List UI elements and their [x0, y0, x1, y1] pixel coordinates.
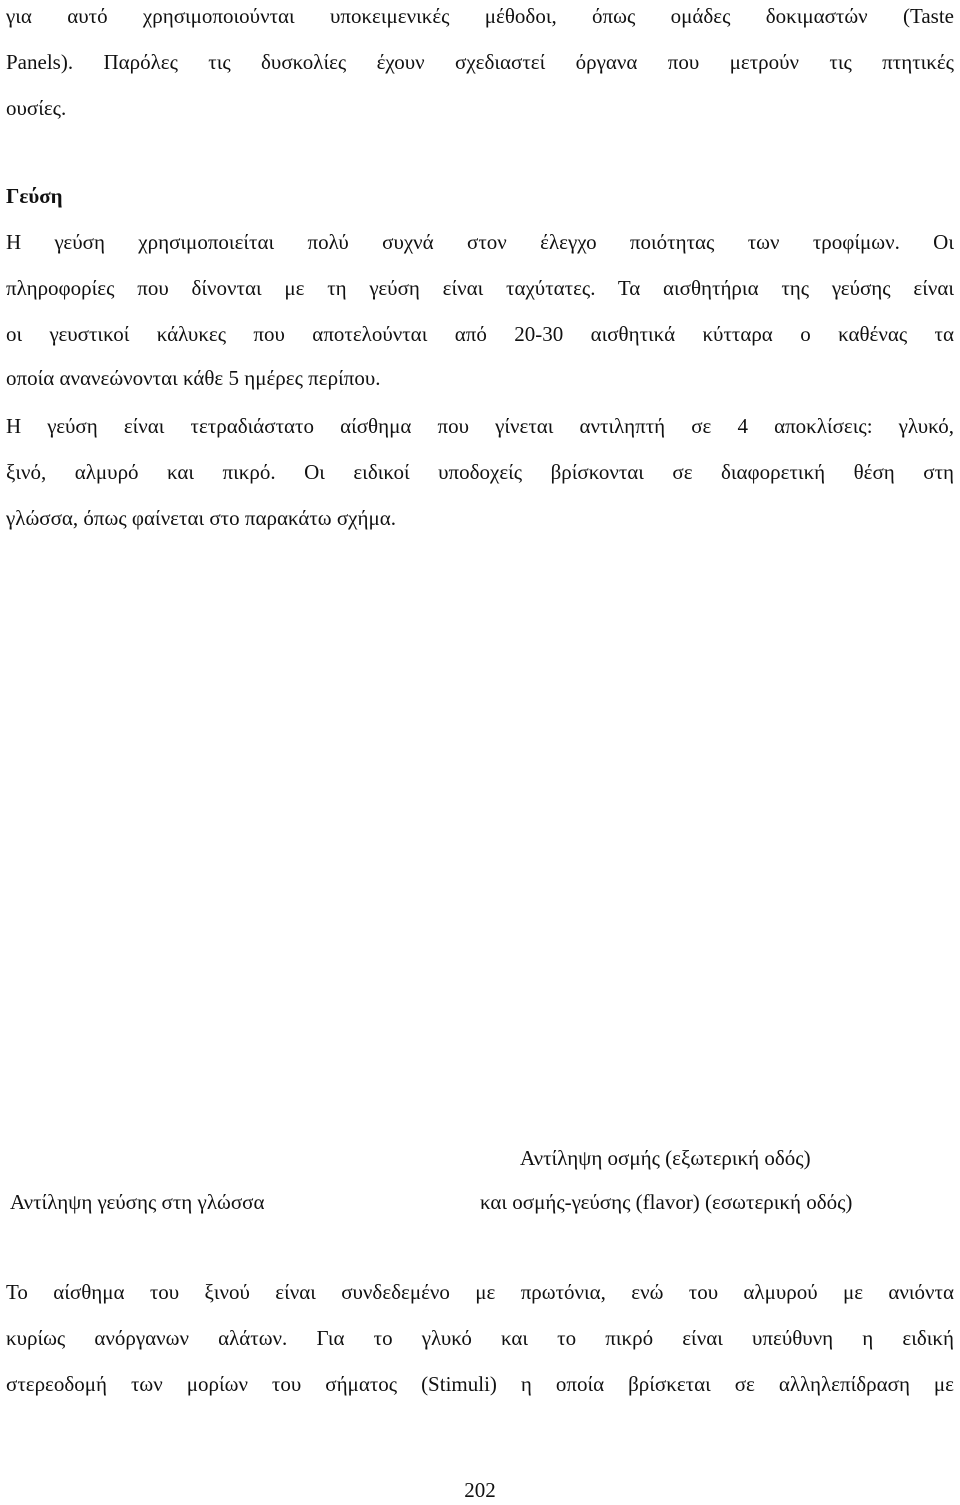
figure-caption-right-line-2: και οσμής-γεύσης (flavor) (εσωτερική οδός)	[480, 1190, 853, 1214]
document-page	[6, 0, 954, 1505]
paragraph3-line-1: Το αίσθημα του ξινού είναι συνδεδεμένο με πρωτόνια, ενώ του αλμυρού με ανιόντα	[6, 1280, 954, 1304]
paragraph2-line-2: ξινό, αλμυρό και πικρό. Οι ειδικοί υποδοχείς βρίσκονται σε διαφορετική θέση στη	[6, 460, 954, 484]
intro-line-2: Panels). Παρόλες τις δυσκολίες έχουν σχεδιαστεί όργανα που μετρούν τις πτητικές	[6, 50, 954, 74]
page-number: 202	[464, 1478, 496, 1502]
figure-caption-right-line-1: Αντίληψη οσμής (εξωτερική οδός)	[520, 1146, 811, 1170]
intro-line-1: για αυτό χρησιμοποιούνται υποκειμενικές μέθοδοι, όπως ομάδες δοκιμαστών (Taste	[6, 4, 954, 28]
paragraph1-line-4: οποία ανανεώνονται κάθε 5 ημέρες περίπου.	[6, 366, 381, 390]
paragraph1-line-2: πληροφορίες που δίνονται με τη γεύση είναι ταχύτατες. Τα αισθητήρια της γεύσης είναι	[6, 276, 954, 300]
intro-line-3: ουσίες.	[6, 96, 67, 120]
paragraph1-line-3: οι γευστικοί κάλυκες που αποτελούνται από 20-30 αισθητικά κύτταρα ο καθένας τα	[6, 322, 954, 346]
paragraph3-line-3: στερεοδομή των μορίων του σήματος (Stimuli) η οποία βρίσκεται σε αλληλεπίδραση με	[6, 1372, 954, 1396]
figure-caption-left: Αντίληψη γεύσης στη γλώσσα	[10, 1190, 265, 1214]
section-heading: Γεύση	[6, 184, 63, 208]
paragraph2-line-3: γλώσσα, όπως φαίνεται στο παρακάτω σχήμα.	[6, 506, 396, 530]
paragraph3-line-2: κυρίως ανόργανων αλάτων. Για το γλυκό και το πικρό είναι υπεύθυνη η ειδική	[6, 1326, 954, 1350]
paragraph2-line-1: Η γεύση είναι τετραδιάστατο αίσθημα που γίνεται αντιληπτή σε 4 αποκλίσεις: γλυκό,	[6, 414, 954, 438]
paragraph1-line-1: Η γεύση χρησιμοποιείται πολύ συχνά στον έλεγχο ποιότητας των τροφίμων. Οι	[6, 230, 954, 254]
